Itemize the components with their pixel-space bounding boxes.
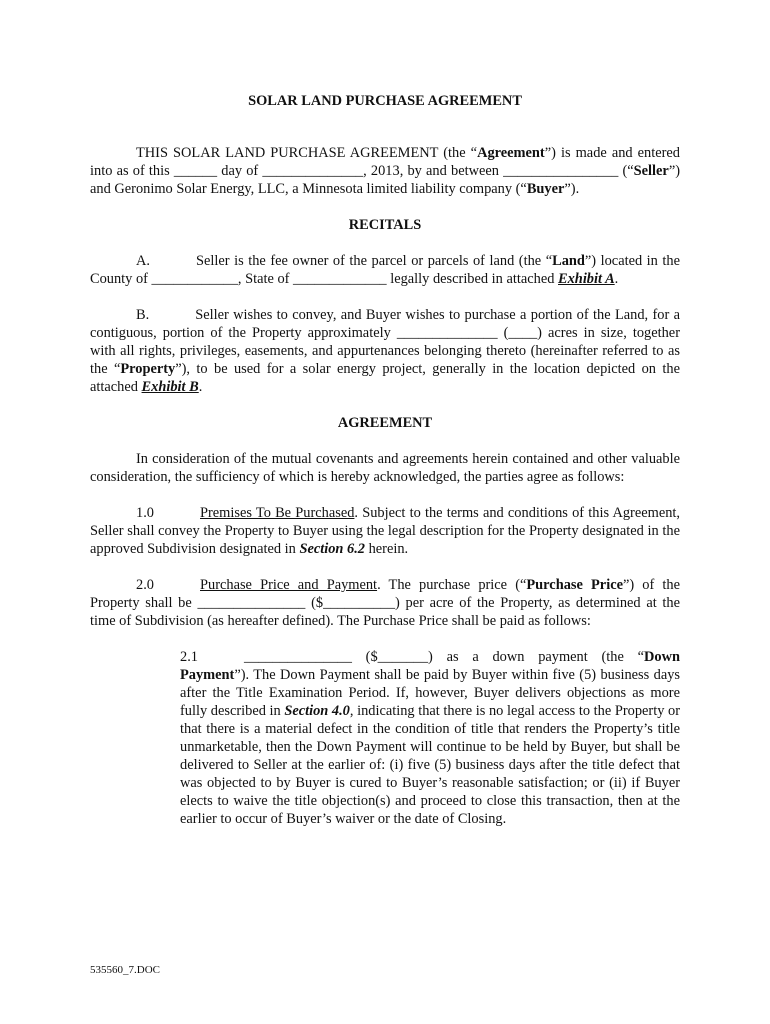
section-1: 1.0 Premises To Be Purchased. Subject to the terms and conditions of this Agreement, Seller shall convey the Property to Buyer using the legal description for the Property designated in the approved Subdivision designated in Section 6.2 herein. (90, 505, 680, 557)
purchase-price-term: Purchase Price (526, 577, 623, 593)
document-footer: 535560_7.DOC (90, 964, 160, 976)
section-1-heading: Premises To Be Purchased (200, 505, 355, 521)
seller-term: Seller (633, 163, 669, 179)
agreement-heading: AGREEMENT (337, 415, 433, 431)
document-page (90, 92, 680, 828)
land-term: Land (552, 253, 585, 269)
property-term: Property (120, 361, 176, 377)
recital-b-label: B. (136, 307, 150, 323)
exhibit-b-link: Exhibit B (141, 379, 199, 395)
section-2: 2.0 Purchase Price and Payment. The purchase price (“Purchase Price”) of the Property shall be _______________ ($__________) per acre of the Property, as determined at the time of Subdivision (as hereafter defined). The Purchase Price shall be paid as follows: (90, 577, 680, 629)
down-payment-term: Down Payment (180, 649, 680, 683)
consideration-paragraph: In consideration of the mutual covenants and agreements herein contained and other valuable consideration, the sufficiency of which is hereby acknowledged, the parties agree as follows: (90, 451, 680, 485)
exhibit-a-link: Exhibit A (558, 271, 615, 287)
recital-b: B. Seller wishes to convey, and Buyer wishes to purchase a portion of the Land, for a contiguous, portion of the Property approximately ______________ (____) acres in size, together with all rights, privileges, easements, and appurtenances belonging thereto (hereinafter referred to as the “Property”), to be used for a solar energy project, generally in the location depicted on the attached Exhibit B. (90, 307, 680, 395)
section-2-1: 2.1 _______________ ($_______) as a down payment (the “Down Payment”). The Down Payment shall be paid by Buyer within five (5) business days after the Title Examination Period. If, however, Buyer delivers objections as more fully described in Section 4.0, indicating that there is no legal access to the Property or that there is a material defect in the condition of title that renders the Property’s title unmarketable, then the Down Payment will continue to be held by Buyer, but shall be delivered to Seller at the earlier of: (i) five (5) business days after the title defect that was objected to by Buyer is cured to Buyer’s reasonable satisfaction; or (ii) if Buyer elects to waive the title objection(s) and proceed to close this transaction, then at the earlier to occur of Buyer’s waiver or the date of Closing. (180, 649, 680, 827)
section-2-heading: Purchase Price and Payment (200, 577, 378, 593)
section-6-2-ref: Section 6.2 (299, 541, 365, 557)
section-2-1-number: 2.1 (180, 649, 198, 665)
agreement-term: Agreement (477, 145, 545, 161)
buyer-term: Buyer (526, 181, 565, 197)
recital-a-label: A. (136, 253, 150, 269)
section-2-number: 2.0 (136, 577, 154, 593)
intro-paragraph: THIS SOLAR LAND PURCHASE AGREEMENT (the “Agreement”) is made and entered into as of this ______ day of ______________, 2013, by and between ________________ (“Seller”) and Geronimo Solar Energy, LLC, a Minnesota limited liability company (“Buyer”). (90, 145, 681, 197)
recital-a: A. Seller is the fee owner of the parcel or parcels of land (the “Land”) located in the County of ____________, State of _____________ legally described in attached Exhibit A. (90, 253, 680, 287)
section-1-number: 1.0 (136, 505, 154, 521)
recitals-heading: RECITALS (348, 217, 422, 233)
document-title: SOLAR LAND PURCHASE AGREEMENT (248, 93, 522, 109)
section-4-0-ref: Section 4.0 (284, 703, 350, 719)
